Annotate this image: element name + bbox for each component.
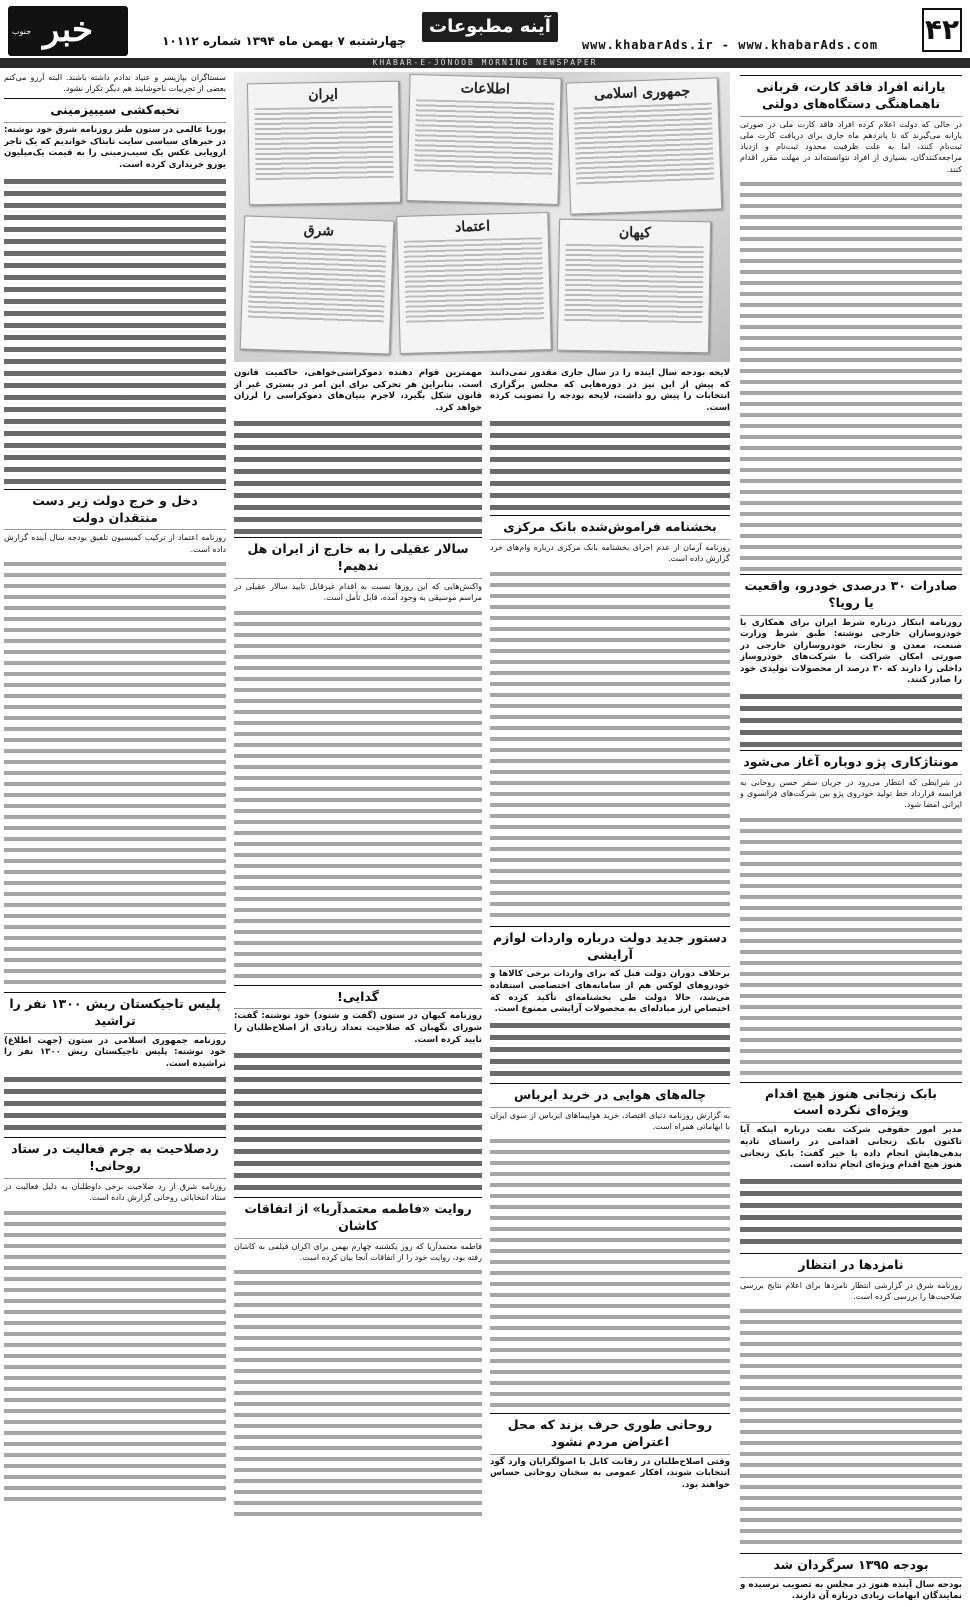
article-body <box>740 691 962 747</box>
paper-name: کیهان <box>618 224 651 242</box>
newspaper-logo <box>8 6 128 56</box>
article-body <box>4 559 226 989</box>
article-title: دستور جدید دولت درباره واردات لوازم آرایشی <box>490 926 730 968</box>
article-title: چاله‌های هوایی در خرید ایرباس <box>490 1083 730 1108</box>
article-lead: مهمترین قوام دهنده دموکراسی‌خواهی، حاکمیت قانون است. بنابراین هر تحرکی برای این امر در بستری غیر از قانون شکل بگیرد، لاجرم بنیان‌های دموکراسی را لرزان خواهد کرد. <box>234 368 482 413</box>
article-body <box>4 176 226 486</box>
article-lead: در شرایطی که انتظار می‌رود در جریان سفر حسن روحانی به فرانسه قرارداد خط تولید خودروی پژو بین شرکت‌های فرانسوی و ایرانی امضا شود. <box>740 777 962 810</box>
article-body <box>740 1306 962 1550</box>
article-lead: روزنامه شرق در گزارشی انتظار نامزدها برای اعلام نتایج بررسی صلاحیت‌ها را بررسی کرده است. <box>740 1280 962 1301</box>
article-body <box>234 1050 482 1194</box>
article-title: صادرات ۳۰ درصدی خودرو، واقعیت یا رویا؟ <box>740 574 962 616</box>
column-4 <box>4 72 226 1508</box>
logo-text: خبر <box>42 10 94 50</box>
article-body <box>490 418 730 512</box>
article-lead: برخلاف دوران دولت قبل که برای واردات برخی کالاها و خودروهای لوکس هم از سامانه‌های اختصاصی استفاده می‌شد، حالا دولت طی بخشنامه‌ای تأکید کرده که اختصاص ارز مبادله‌ای به محصولات آرایشی ممنوع است. <box>490 969 730 1015</box>
column-2 <box>490 368 730 1496</box>
article-lead: واکنش‌هایی که این روزها نسبت به اقدام غیرقابل تایید سالار عقیلی در مراسم موسیقی به وجود آمده، قابل تأمل است. <box>234 582 482 603</box>
article-title: روایت «فاطمه معتمدآریا» از اتفاقات کاشان <box>234 1197 482 1239</box>
site-url[interactable]: www.khabarAds.ir - www.khabarAds.com <box>581 38 879 52</box>
article-body <box>4 1208 226 1508</box>
article-title: بودجه ۱۳۹۵ سرگردان شد <box>740 1553 962 1578</box>
article-title: دخل و خرج دولت زیر دست منتقدان دولت <box>4 489 226 531</box>
section-title: آینه مطبوعات <box>422 12 558 42</box>
article-lead: در حالی که دولت اعلام کرده افراد فاقد کارت ملی در صورتی یارانه می‌گیرند که تا پانزدهم ماه جاری برای دریافت کارت ملی ثبت‌نام کنند، اما به علت ظرفیت محدود ثبت‌نام و ازدیاد مراجعه‌کنندگان، بسیاری از افراد نتوانسته‌اند در مهلت مقرر اقدام کنند. <box>740 119 962 174</box>
article-title: مونتاژکاری پژو دوباره آغاز می‌شود <box>740 750 962 775</box>
newspaper-thumbnail <box>240 215 395 354</box>
paper-name: اعتماد <box>454 218 491 236</box>
article-title: نامزدها در انتظار <box>740 1253 962 1278</box>
article-title: یارانه افراد فاقد کارت، قربانی ناهماهنگی دستگاه‌های دولتی <box>740 75 962 117</box>
article-title: بابک زنجانی هنوز هیچ اقدام ویژه‌ای نکرده است <box>740 1082 962 1124</box>
column-3 <box>234 368 482 1519</box>
column-1 <box>740 72 962 1607</box>
article-body <box>234 608 482 982</box>
masthead <box>0 0 970 58</box>
article-title: ردصلاحیت به جرم فعالیت در ستاد روحانی! <box>4 1137 226 1179</box>
article-lead: روزنامه ابتکار درباره شرط ایران برای همکاری با خودروسازان خارجی نوشته: طبق شرط وزارت صنعت، معدن و تجارت، خودروسازان خارجی در صورتی امکان شراکت با شرکت‌های خودروساز داخلی را دارند که ۳۰ درصد از محصولات تولیدی خود را صادر کنند. <box>740 617 962 686</box>
logo-sub: جنوب <box>12 27 32 36</box>
article-title: پلیس تاجیکستان ریش ۱۳۰۰ نفر را تراشید <box>4 992 226 1034</box>
subtitle-strip: KHABAR-E-JONOOB MORNING NEWSPAPER <box>0 58 970 68</box>
article-lead: مدیر امور حقوقی شرکت نفت درباره اینکه آیا تاکنون بابک زنجانی اقدامی در راستای تادیه بدهی‌هایش انجام داده یا خیر گفت: بابک زنجانی هنوز هیچ اقدام ویژه‌ای انجام نداده است. <box>740 1125 962 1171</box>
page-number: ۴۲ <box>922 8 962 52</box>
issue-date: چهارشنبه ۷ بهمن ماه ۱۳۹۴ شماره ۱۰۱۱۲ <box>162 34 406 48</box>
article-title: نخبه‌کشی سیبیزمینی <box>4 98 226 123</box>
newspapers-photo <box>234 72 730 362</box>
article-body <box>740 179 962 571</box>
article-intro: سستاگران بپازیسر و عتیاد ندادم داشته باشند. البته آرزو می‌کنم بعضی از تجربیات ناخوشایند هم دیگر تکرار نشود. <box>4 73 226 94</box>
article-body <box>234 1267 482 1519</box>
article-lead: روزنامه جمهوری اسلامی در ستون (جهت اطلاع) خود نوشته: پلیس تاجیکستان ریش ۱۳۰۰ نفر را تراشیده است. <box>4 1035 226 1069</box>
article-body <box>490 1020 730 1080</box>
article-body <box>490 1136 730 1410</box>
paper-name: جمهوری اسلامی <box>593 83 691 103</box>
article-lead: وقتی اصلاح‌طلبان در رقابت کابل با اصولگرایان وارد گود انتخابات شوند، افکار عمومی به سخنان روحانی حساس خواهند بود. <box>490 1456 730 1490</box>
article-body <box>740 1176 962 1250</box>
article-body <box>234 418 482 534</box>
article-title: گدایی! <box>234 985 482 1010</box>
paper-name: اطلاعات <box>460 80 511 98</box>
article-lead: روزنامه آرمان از عدم اجرای بخشنامه بانک مرکزی درباره وام‌های خرد گزارش داده است. <box>490 543 730 564</box>
article-lead: روزنامه کیهان در ستون (گفت و شنود) خود نوشته: گفت: شورای نگهبان که صلاحیت تعداد زیادی از اصلاح‌طلبان را تایید کرده است. <box>234 1011 482 1045</box>
article-body <box>4 1074 226 1134</box>
article-lead: بودجه سال آینده هنوز در مجلس به تصویب نرسیده و نمایندگان ابهامات زیادی درباره آن دارند. <box>740 1579 962 1602</box>
article-lead: روزنامه اعتماد از ترکیب کمیسیون تلفیق بودجه سال آینده گزارش داده است. <box>4 533 226 554</box>
newspaper-thumbnail <box>566 77 723 214</box>
article-lead: روزنامه شرق از رد صلاحیت برخی داوطلبان به دلیل فعالیت در ستاد انتخاباتی روحانی گزارش داده است. <box>4 1182 226 1203</box>
article-title: سالار عقیلی را به خارج از ایران هل ندهیم! <box>234 537 482 579</box>
article-lead: فاطمه معتمدآریا که روز یکشنبه چهارم بهمن برای اکران فیلمی به کاشان رفته بود، روایت خود را از اتفاقات آنجا بیان کرده است. <box>234 1241 482 1263</box>
newspaper-thumbnail <box>406 74 561 205</box>
article-body <box>490 569 730 923</box>
article-lead: به گزارش روزنامه دنیای اقتصاد، خرید هواپیماهای ایرباس از سوی ایران با ابهاماتی همراه است. <box>490 1110 730 1131</box>
article-lead: پوریا عالمی در ستون طنز روزنامه شرق خود نوشته: در خبرهای سیاسی سایت تابناک خواندیم که یک تاجر اروپایی عکس یک سیب‌زمینی را به قیمت یک‌میلیون یورو خریداری کرده است. <box>4 125 226 171</box>
article-lead: لایحه بودجه سال آینده را در سال جاری مقدور نمی‌دانند که پیش از این نیز در دوره‌هایی که مجلس برگزاری انتخابات را پیش رو داشت، لایحه بودجه را تصویب کرده است. <box>490 368 730 413</box>
paper-name: ایران <box>308 86 339 104</box>
article-title: روحانی طوری حرف بزند که محل اعتراض مردم نشود <box>490 1413 730 1455</box>
newspaper-thumbnail <box>557 219 711 354</box>
article-body <box>740 815 962 1079</box>
paper-name: شرق <box>303 222 335 240</box>
newspaper-thumbnail <box>396 212 552 354</box>
newspaper-thumbnail <box>247 81 401 206</box>
article-title: بخشنامه فراموش‌شده بانک مرکزی <box>490 515 730 540</box>
